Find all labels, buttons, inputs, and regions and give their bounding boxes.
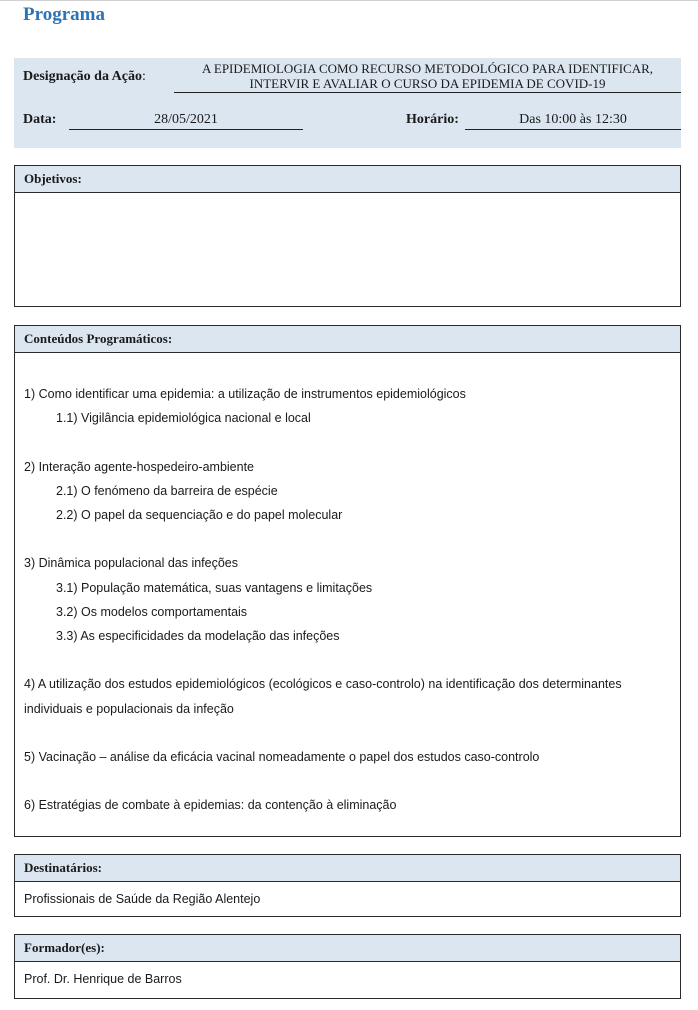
sub-item: 2.1) O fenómeno da barreira de espécie — [56, 483, 278, 498]
sub-item: 2.2) O papel da sequenciação e do papel molecular — [56, 508, 343, 522]
list-item-text: 6) Estratégias de combate à epidemias: da contenção à eliminação — [24, 798, 397, 813]
destinatarios-section — [14, 854, 681, 917]
formadores-value: Prof. Dr. Henrique de Barros — [24, 972, 182, 986]
destinatarios-header: Destinatários: — [15, 855, 680, 882]
list-item-text: 4) A utilização dos estudos epidemiológicos (ecológicos e caso-controlo) na identificação dos determinantes individuais e populacionais da infeção — [24, 677, 622, 716]
action-header-box — [14, 58, 681, 148]
designacao-line-1: A EPIDEMIOLOGIA COMO RECURSO METODOLÓGICO PARA IDENTIFICAR, — [201, 61, 654, 76]
horario-label: Horário: — [406, 112, 459, 127]
top-divider — [0, 0, 698, 1]
sub-item: 3.1) População matemática, suas vantagens e limitações — [56, 580, 373, 595]
formadores-header: Formador(es): — [15, 935, 680, 962]
horario-value: Das 10:00 às 12:30 — [465, 112, 681, 130]
list-item — [24, 455, 671, 528]
list-item — [24, 382, 671, 430]
list-item-text: 3) Dinâmica populacional das infeções — [24, 556, 239, 571]
sub-item: 1.1) Vigilância epidemiológica nacional e local — [56, 411, 311, 426]
list-item — [24, 672, 671, 720]
conteudos-header: Conteúdos Programáticos: — [15, 326, 680, 353]
list-item-text: 1) Como identificar uma epidemia: a utilização de instrumentos epidemiológicos — [24, 387, 466, 401]
page-title: Programa — [23, 4, 105, 25]
list-item — [24, 745, 671, 769]
list-item-text: 2) Interação agente-hospedeiro-ambiente — [24, 459, 255, 474]
objetivos-header: Objetivos: — [15, 166, 680, 193]
sub-item: 3.2) Os modelos comportamentais — [56, 604, 248, 619]
objetivos-section — [14, 165, 681, 307]
designacao-value — [174, 61, 681, 93]
destinatarios-value: Profissionais de Saúde da Região Alentejo — [24, 892, 261, 906]
conteudos-body — [15, 353, 680, 818]
conteudos-section — [14, 325, 681, 837]
list-item-text: 5) Vacinação – análise da eficácia vacinal nomeadamente o papel dos estudos caso-controlo — [24, 749, 540, 764]
data-label: Data: — [23, 112, 57, 127]
formadores-section — [14, 934, 681, 999]
data-value: 28/05/2021 — [69, 112, 303, 130]
designacao-line-2: INTERVIR E AVALIAR O CURSO DA EPIDEMIA DE COVID-19 — [249, 76, 606, 91]
list-item — [24, 793, 671, 817]
sub-item: 3.3) As especificidades da modelação das infeções — [56, 629, 340, 643]
list-item — [24, 551, 671, 648]
designacao-label: Designação da Ação: — [23, 69, 146, 84]
